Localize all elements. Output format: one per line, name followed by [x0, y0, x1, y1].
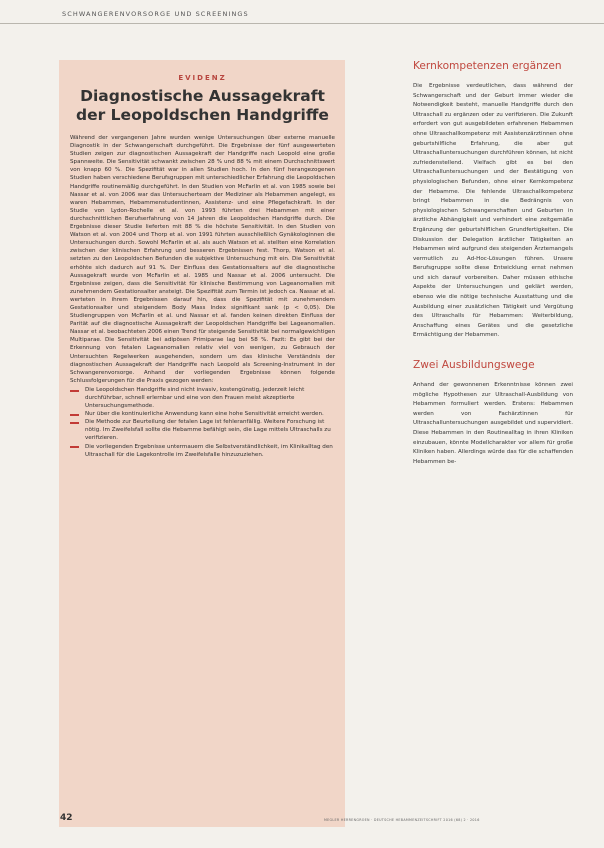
- dash-bullet-icon: [70, 390, 79, 392]
- section-heading: Zwei Ausbildungswege: [413, 359, 535, 372]
- conclusion-text: Die Leopoldschen Handgriffe sind nicht invasiv, kostengünstig, jederzeit leicht durchführbar, schnell erlernbar und eine von den Frauen meist akzeptierte Untersuchungsmethode.: [85, 386, 305, 410]
- section-body: Anhand der gewonnenen Erkenntnisse können zwei mögliche Hypothesen zur Ultraschall-Ausbildung von Hebammen formuliert werden. Erstens: Hebammen werden von Fachärztinnen für Ultraschalluntersuchungen ausgebildet und supervidiert. Diese Hebammen in den Routinealltag in ihren Kliniken einzubauen, könnte Modellcharakter vor allem für große Kliniken haben. Allerdings würde das für die schaffenden Hebammen be-: [413, 382, 573, 465]
- conclusion-text: Nur über die kontinuierliche Anwendung kann eine hohe Sensitivität erreicht werden.: [85, 411, 324, 418]
- conclusion-item: [70, 418, 335, 442]
- section-heading: Kernkompetenzen ergänzen: [413, 60, 562, 72]
- conclusion-text: Die vorliegenden Ergebnisse untermauern die Selbstverständlichkeit, im Klinikalltag den Ultraschall für die Lagekontrolle im Zweifelsfalle hinzuzuziehen.: [85, 443, 333, 458]
- evidence-box: [59, 60, 345, 827]
- footer-citation: MEGLER HERRENGROEN · DEUTSCHE HEBAMMENZEITSCHRIFT 2016 (68) 2 · 2016: [324, 818, 480, 822]
- section-kernkompetenzen: [413, 60, 573, 341]
- dash-bullet-icon: [70, 414, 79, 416]
- evidence-title-line-1: Diagnostische Aussagekraft: [80, 87, 325, 105]
- header-rule: [0, 23, 604, 24]
- dash-bullet-icon: [70, 446, 79, 448]
- evidence-title-line-2: der Leopoldschen Handgriffe: [76, 106, 329, 124]
- conclusion-item: [70, 410, 335, 418]
- conclusions-list: [70, 386, 335, 459]
- section-body: Die Ergebnisse verdeutlichen, dass während der Schwangerschaft und der Geburt immer wieder die Notwendigkeit besteht, manuelle Handgriffe durch den Ultraschall zu ergänzen oder zu verifizieren. Die Zukunft erfordert von gut ausgebildeten erfahrenen Hebammen ohne Ultraschallkompetenz mit Assistenzärztinnen ohne geburtshilfliche Erfahrung, die aber gut Ultraschalluntersuchungen durchführen können, ist nicht zufriedenstellend. Vielfach gibt es bei den Ultraschalluntersuchungen und der Bestätigung von physiologischen Befunden, ohne einer Kernkompetenz der Hebamme. Die fehlende Ultraschallkompetenz bringt Hebammen in die Bedrängnis von physiologischen Schwangerschaften und Geburten in ärztliche Abhängigkeit und verhindert eine zeitgemäße Ergänzung der geburtshilflichen Grundfertigkeiten. Die Diskussion der Delegation ärztlicher Tätigkeiten an Hebammen wird aufgrund des steigenden Ärztemangels vermutlich zu Ad-Hoc-Lösungen führen. Unsere Berufsgruppe sollte diese Entwicklung ernst nehmen und sich darauf vorbereiten. Daher müssen ethische Aspekte der Untersuchungen und geklärt werden, ebenso wie die nötige technische Ausstattung und die Ausbildung einer zusätzlichen Tätigkeit und Vergütung des Ultraschalls für Hebammen: Weiterbildung, Anschaffung eines Gerätes und die gesetzliche Ermächtigung der Hebammen.: [413, 83, 573, 339]
- page-number: 42: [60, 813, 73, 823]
- evidence-body: Während der vergangenen Jahre wurden wenige Untersuchungen über externe manuelle Diagnostik in der Schwangerschaft durchgeführt. Die Ergebnisse der fünf ausgewerteten Studien zeigen zur diagnostischen Aussagekraft der Handgriffe nach Leopold eine große Spannweite. Die Sensitivität schwankt zwischen 28 % und 88 % mit einem Durchschnittswert von knapp 60 %. Die Spezifität war in allen Studien hoch. In den fünf herangezogenen Studien haben verschiedene Berufsgruppen mit unterschiedlicher Erfahrung die Leopoldschen Handgriffe routinemäßig durchgeführt. In den Studien von McFarlin et al. von 1985 sowie bei Nassar et al. von 2006 war das Untersucherteam der Mediziner als Hebammen angelegt, es waren Hebammen, Hebammenstudentinnen, Assistenz- und eine Pflegefachkraft. In der Studie von Lydon-Rochelle et al. von 1993 führten drei Hebammen mit einer durchschnittlichen Berufserfahrung von 14 Jahren die Leopoldschen Handgriffe durch. Die Ergebnisse dieser Studie lieferten mit 88 % die höchste Sensitivität. In den Studien von Watson et al. von 2004 und Thorp et al. von 1991 führten ausschließlich Gynäkologinnen die Untersuchungen durch. Sowohl McFarlin et al. als auch Watson et al. stellten eine Korrelation zwischen der klinischen Erfahrung und besseren Ergebnissen fest. Thorp, Watson et al. setzten zu den Leopoldschen Befunden die subjektive Untersuchung mit ein. Die Sensitivität erhöhte sich dadurch auf 91 %. Der Einfluss des Gestationsalters auf die diagnostische Aussagekraft wurde von McFarlin et al. 1985 und Nassar et al. 2006 untersucht. Die Ergebnisse zeigen, dass die Sensitivität für klinische Bestimmung von Lageanomalien mit zunehmendem Gestationsalter ansteigt. Die Spezifität zum Termin ist jedoch ca. Nassar et al. werteten in ihrem Ergebnissen darauf hin, dass die Spezifität mit zunehmendem Gestationsalter und steigendem Body Mass Index signifikant sank (p < 0,05). Die Studiengruppen von McFarlin et al. und Nassar et al. fanden keinen direkten Einfluss der Parität auf die diagnostische Aussagekraft der Leopoldschen Handgriffe bei Lageanomalien. Nassar et al. beobachteten 2006 einen Trend für steigende Sensitivität bei normalgewichtigen Multiparae. Die Sensitivität bei adipösen Primiparae lag bei 58 %. Fazit: Es gibt bei der Erkennung von fetalen Lageanomalien relativ viel von wenigen, zu Gebrauch der Untersuchten Regelwerken ausgehenden, sondern um das klinische Verständnis der diagnostischen Aussagekraft der Handgriffe nach Leopold als Screening-Instrument in der Schwangerenvorsorge. Anhand der vorliegenden Ergebnisse können folgende Schlussfolgerungen für die Praxis gezogen werden:: [70, 135, 335, 384]
- conclusion-text: Die Methode zur Beurteilung der fetalen Lage ist fehleranfällig. Weitere Forschung ist nötig. Im Zweifelsfall sollte die Hebamme befähigt sein, die Lage mittels Ultraschalls zu verifizieren.: [85, 419, 331, 442]
- right-column: [413, 60, 573, 467]
- section-ausbildungswege: [413, 359, 573, 467]
- dash-bullet-icon: [70, 422, 79, 424]
- conclusion-item: [70, 386, 335, 410]
- conclusion-item: [70, 443, 335, 459]
- evidence-kicker: EVIDENZ: [178, 74, 227, 82]
- running-header: SCHWANGERENVORSORGE UND SCREENINGS: [62, 10, 249, 18]
- evidence-title: [70, 87, 335, 125]
